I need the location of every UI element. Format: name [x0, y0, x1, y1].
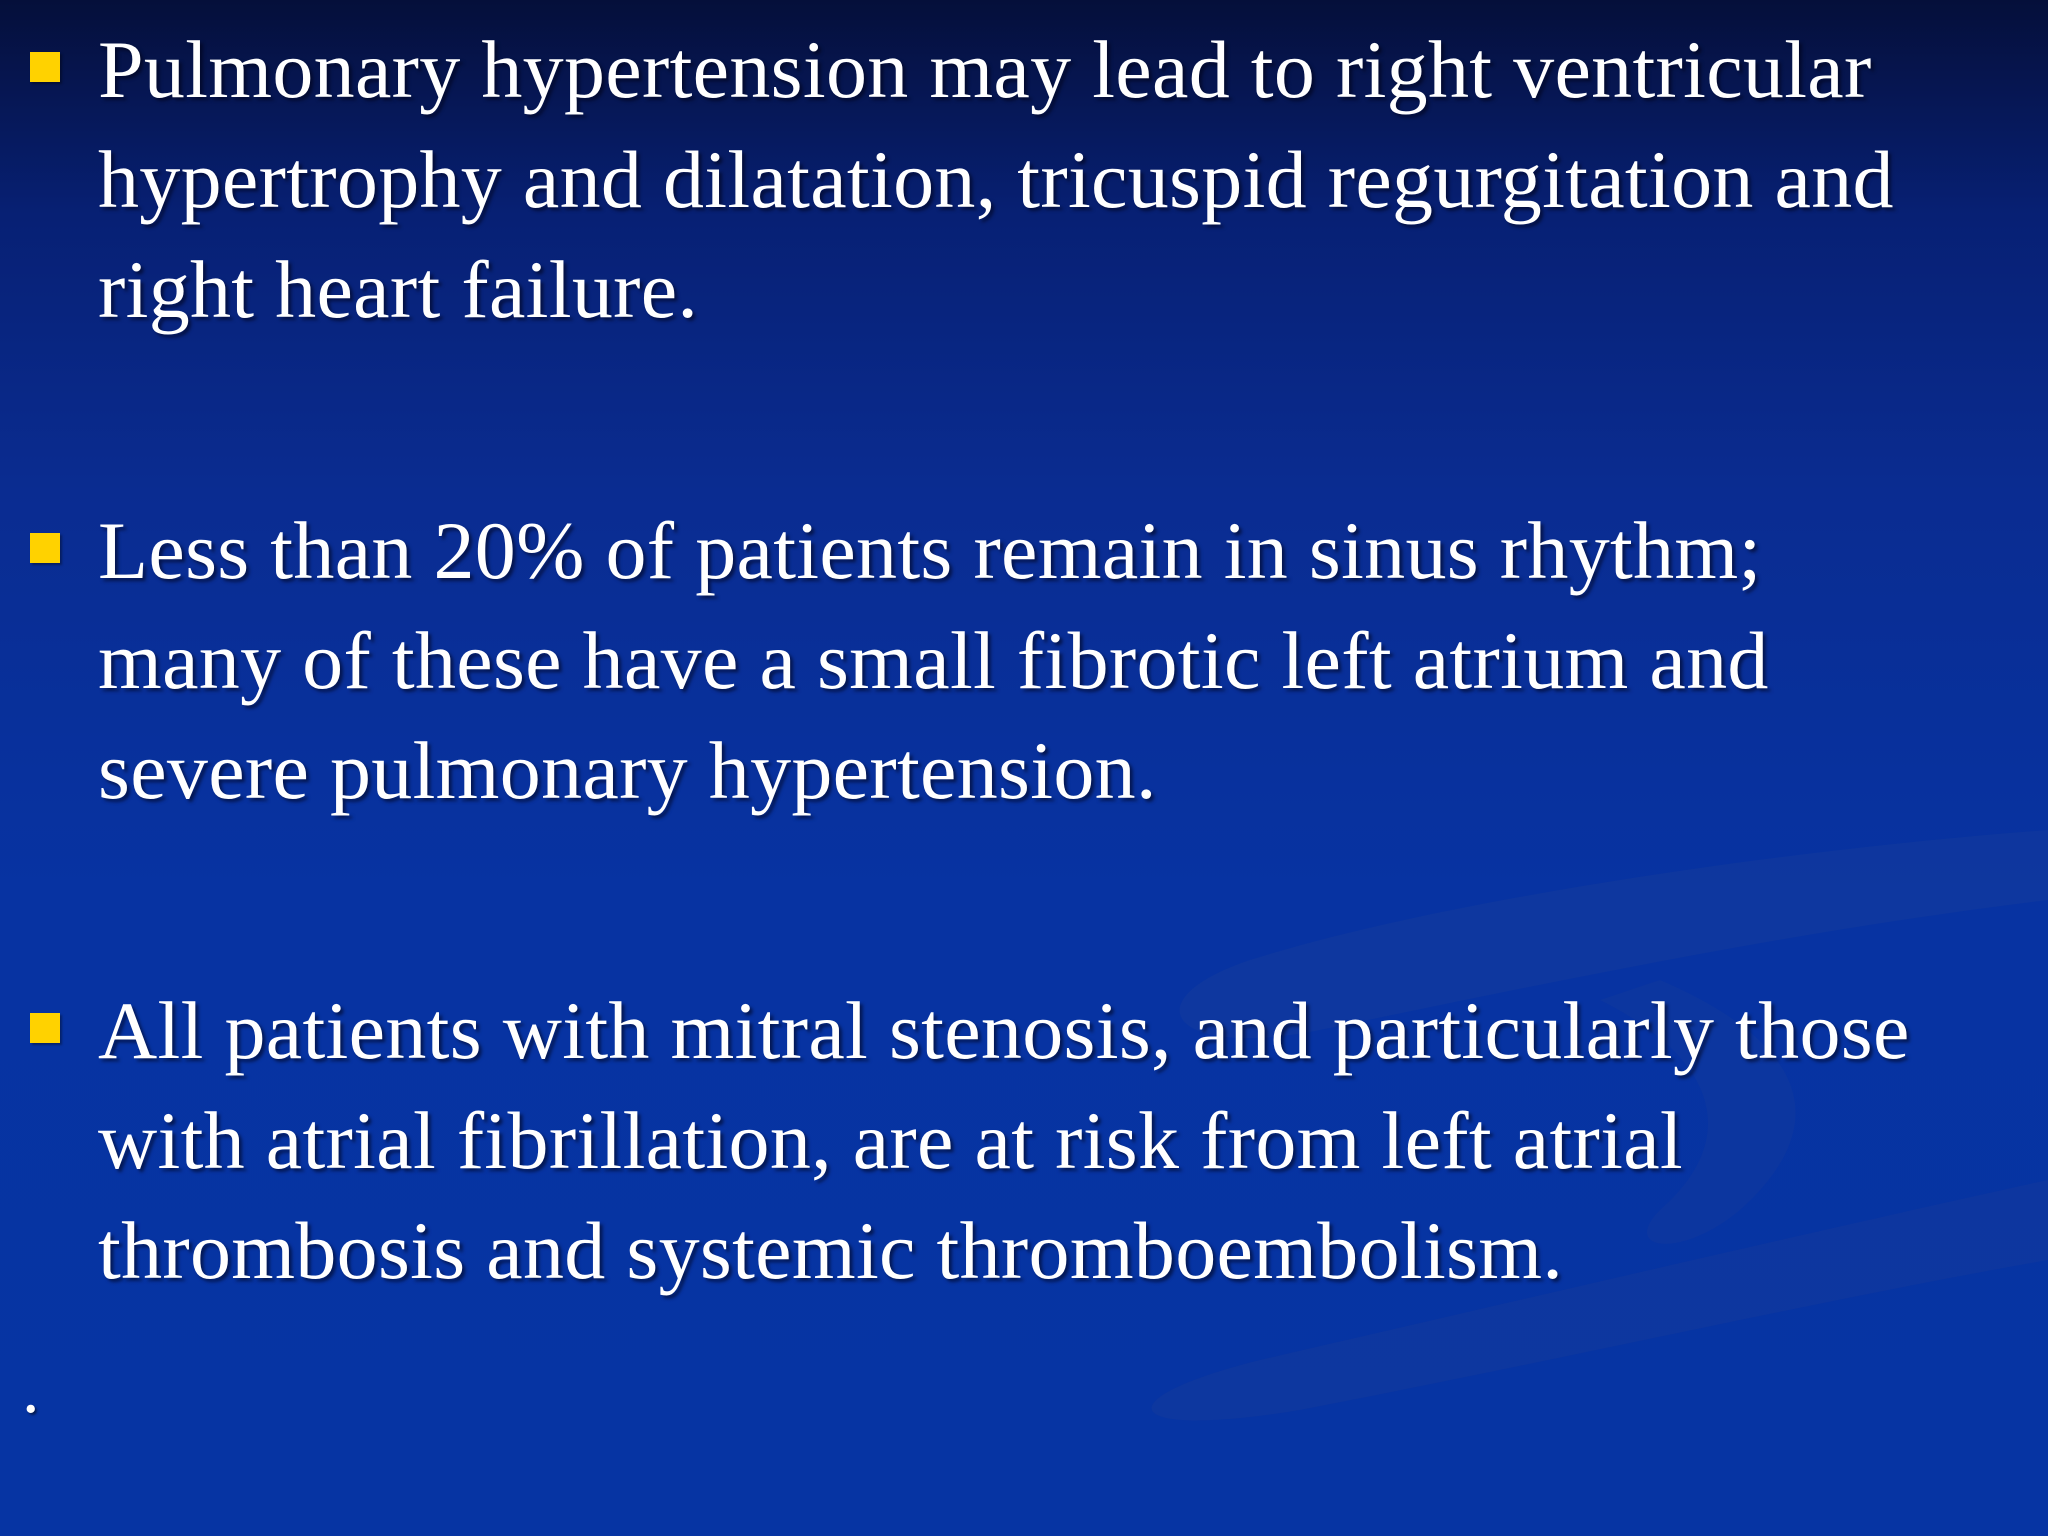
bullet-line: severe pulmonary hypertension. — [98, 725, 1157, 816]
bullet-line: many of these have a small fibrotic left atrium and — [98, 615, 1769, 706]
bullet-line: with atrial fibrillation, are at risk from left atrial — [98, 1095, 1684, 1186]
bullet-text — [98, 15, 2028, 345]
bullet-square-icon — [30, 52, 60, 82]
bullet-line: Pulmonary hypertension may lead to right ventricular — [98, 24, 1872, 115]
bullet-square-icon — [30, 533, 60, 563]
bullet-line: hypertrophy and dilatation, tricuspid regurgitation and — [98, 134, 1894, 225]
bullet-line: right heart failure. — [98, 244, 699, 335]
bullet-square-icon — [30, 1013, 60, 1043]
bullet-text — [98, 976, 2028, 1306]
bullet-line: All patients with mitral stenosis, and particularly those — [98, 985, 1910, 1076]
bullet-line: Less than 20% of patients remain in sinus rhythm; — [98, 505, 1762, 596]
trailing-period: . — [22, 1351, 40, 1428]
bullet-text — [98, 496, 2028, 826]
bullet-line: thrombosis and systemic thromboembolism. — [98, 1205, 1564, 1296]
